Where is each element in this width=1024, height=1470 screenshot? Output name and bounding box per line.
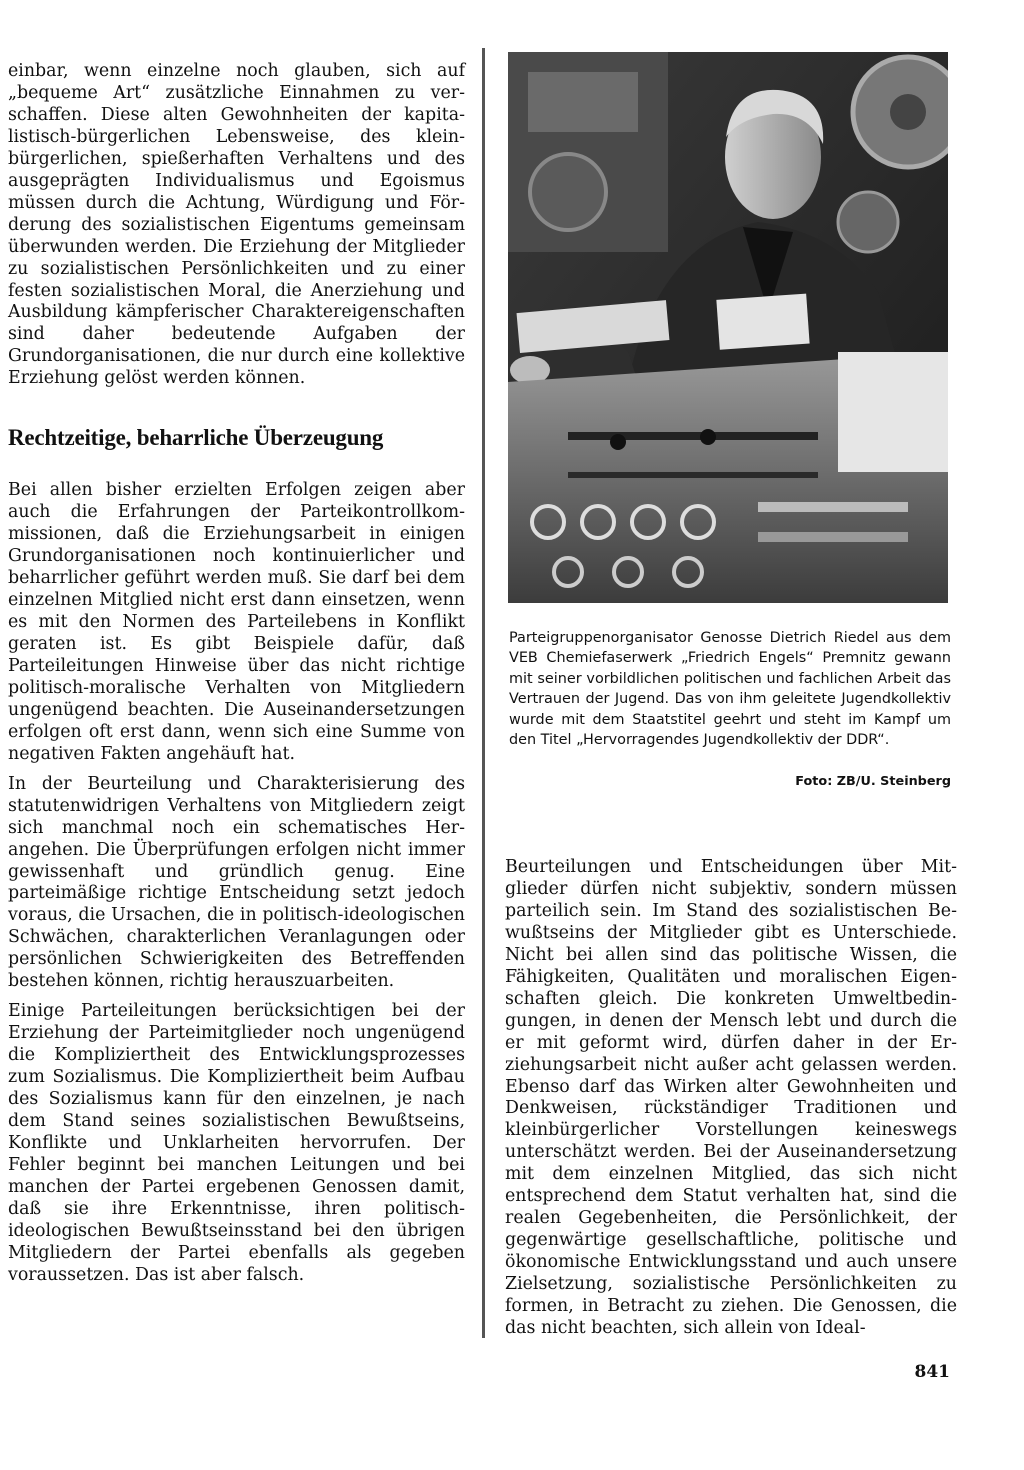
body-paragraph-3: Einige Parteileitungen berücksichtigen bei der Erziehung der Parteimitglieder noch ungenügend die Kompliziertheit des Entwicklungsprozesses zum Sozialismus. Die Kompliziertheit beim Aufbau des Sozialismus kann für den einzelnen, je nach dem Stand seines sozialistischen Bewußtseins, Konflikte und Unklarheiten hervorrufen. Der Fehler beginnt bei manchen Leitungen und bei manchen der Partei ergebenen Genossen damit, daß sie ihre Erkenntnisse, ihren politisch-ideologischen Bewußtseinsstand bei den übrigen Mitgliedern der Partei ebenfalls als gegeben voraussetzen. Das ist aber falsch. [8, 1001, 465, 1285]
photo-credit: Foto: ZB/U. Steinberg [795, 774, 951, 789]
page-number: 841 [914, 1362, 950, 1382]
left-text-column [8, 61, 465, 1287]
body-paragraph-2: In der Beurteilung und Charakterisierung des statutenwidrigen Verhaltens von Mitgliedern zeigt sich manchmal noch ein schematisches Herangehen. Die Überprüfungen erfolgen nicht immer gewissenhaft und gründlich genug. Eine parteimäßige richtige Entscheidung setzt jedoch voraus, die Ursachen, die in politisch-ideologischen Schwächen, charakterlichen Veranlagungen oder persönlichen Schwierigkeiten des Betreffenden bestehen können, richtig herauszuarbeiten. [8, 773, 465, 992]
column-rule [482, 48, 485, 1338]
body-paragraph-1: Bei allen bisher erzielten Erfolgen zeigen aber auch die Erfahrungen der Parteikontrollkommissionen, daß die Erziehungsarbeit in einigen Grundorganisationen noch kontinuierlicher und beharrlicher geführt werden muß. Sie darf bei dem einzelnen Mitglied nicht erst dann einsetzen, wenn es mit den Normen des Parteilebens in Konflikt geraten ist. Es gibt Beispiele dafür, daß Parteileitungen Hinweise über das nicht richtige politisch-moralische Verhalten von Mitgliedern ungenügend beachten. Die Auseinandersetzungen erfolgen oft erst dann, wenn sich eine Summe von negativen Fakten angehäuft hat. [8, 480, 465, 764]
right-text-column [505, 857, 957, 1340]
right-paragraph-1: Beurteilungen und Entscheidungen über Mitglieder dürfen nicht subjektiv, sondern müssen parteilich sein. Im Stand des sozialistischen Bewußtseins der Mitglieder gibt es Unterschiede. Nicht bei allen sind das politische Wissen, die Fähigkeiten, Qualitäten und moralischen Eigenschaften gleich. Die konkreten Umweltbedingungen, in denen der Mensch lebt und durch die er mit geformt wird, dürfen daher in der Erziehungsarbeit nicht außer acht gelassen werden. Ebenso darf das Wirken alter Gewohnheiten und Denkweisen, rückständiger Traditionen und kleinbürgerlicher Vorstellungen keineswegs unterschätzt werden. Bei der Auseinandersetzung mit dem einzelnen Mitglied, das sich nicht entsprechend dem Statut verhalten hat, sind die realen Gegebenheiten, die Persönlichkeit, der gegenwärtige gesellschaftliche, politische und ökonomische Entwicklungsstand und auch unsere Zielsetzung, sozialistische Persönlichkeiten zu formen, in Betracht zu ziehen. Die Genossen, die das nicht beachten, sich allein von Ideal- [505, 857, 957, 1339]
intro-paragraph: einbar, wenn einzelne noch glauben, sich auf „bequeme Art“ zusätzliche Einnahmen zu verschaffen. Diese alten Gewohnheiten der kapitalistisch-bürgerlichen Lebensweise, des kleinbürgerlichen, spießerhaften Verhaltens und des ausgeprägten Individualismus und Egoismus müssen durch die Achtung, Würdigung und Förderung des sozialistischen Eigentums gemeinsam überwunden werden. Die Erziehung der Mitglieder zu sozialistischen Persönlichkeiten und zu einer festen sozialistischen Moral, die Anerziehung und Ausbildung kämpferischer Charaktereigenschaften sind daher bedeutende Aufgaben der Grundorganisationen, die nur durch eine kollektive Erziehung gelöst werden können. [8, 61, 465, 389]
photograph [508, 52, 948, 603]
section-heading: Rechtzeitige, beharrliche Überzeugung [8, 425, 384, 451]
photo-caption: Parteigruppenorganisator Genosse Dietrich Riedel aus dem VEB Chemiefaserwerk „Friedrich Engels“ Premnitz gewann mit seiner vorbildlichen politischen und fachlichen Arbeit das Vertrauen der Jugend. Das von ihm geleitete Jugendkollektiv wurde mit dem Staatstitel geehrt und steht im Kampf um den Titel „Hervorragendes Jugendkollektiv der DDR“. [509, 630, 951, 749]
